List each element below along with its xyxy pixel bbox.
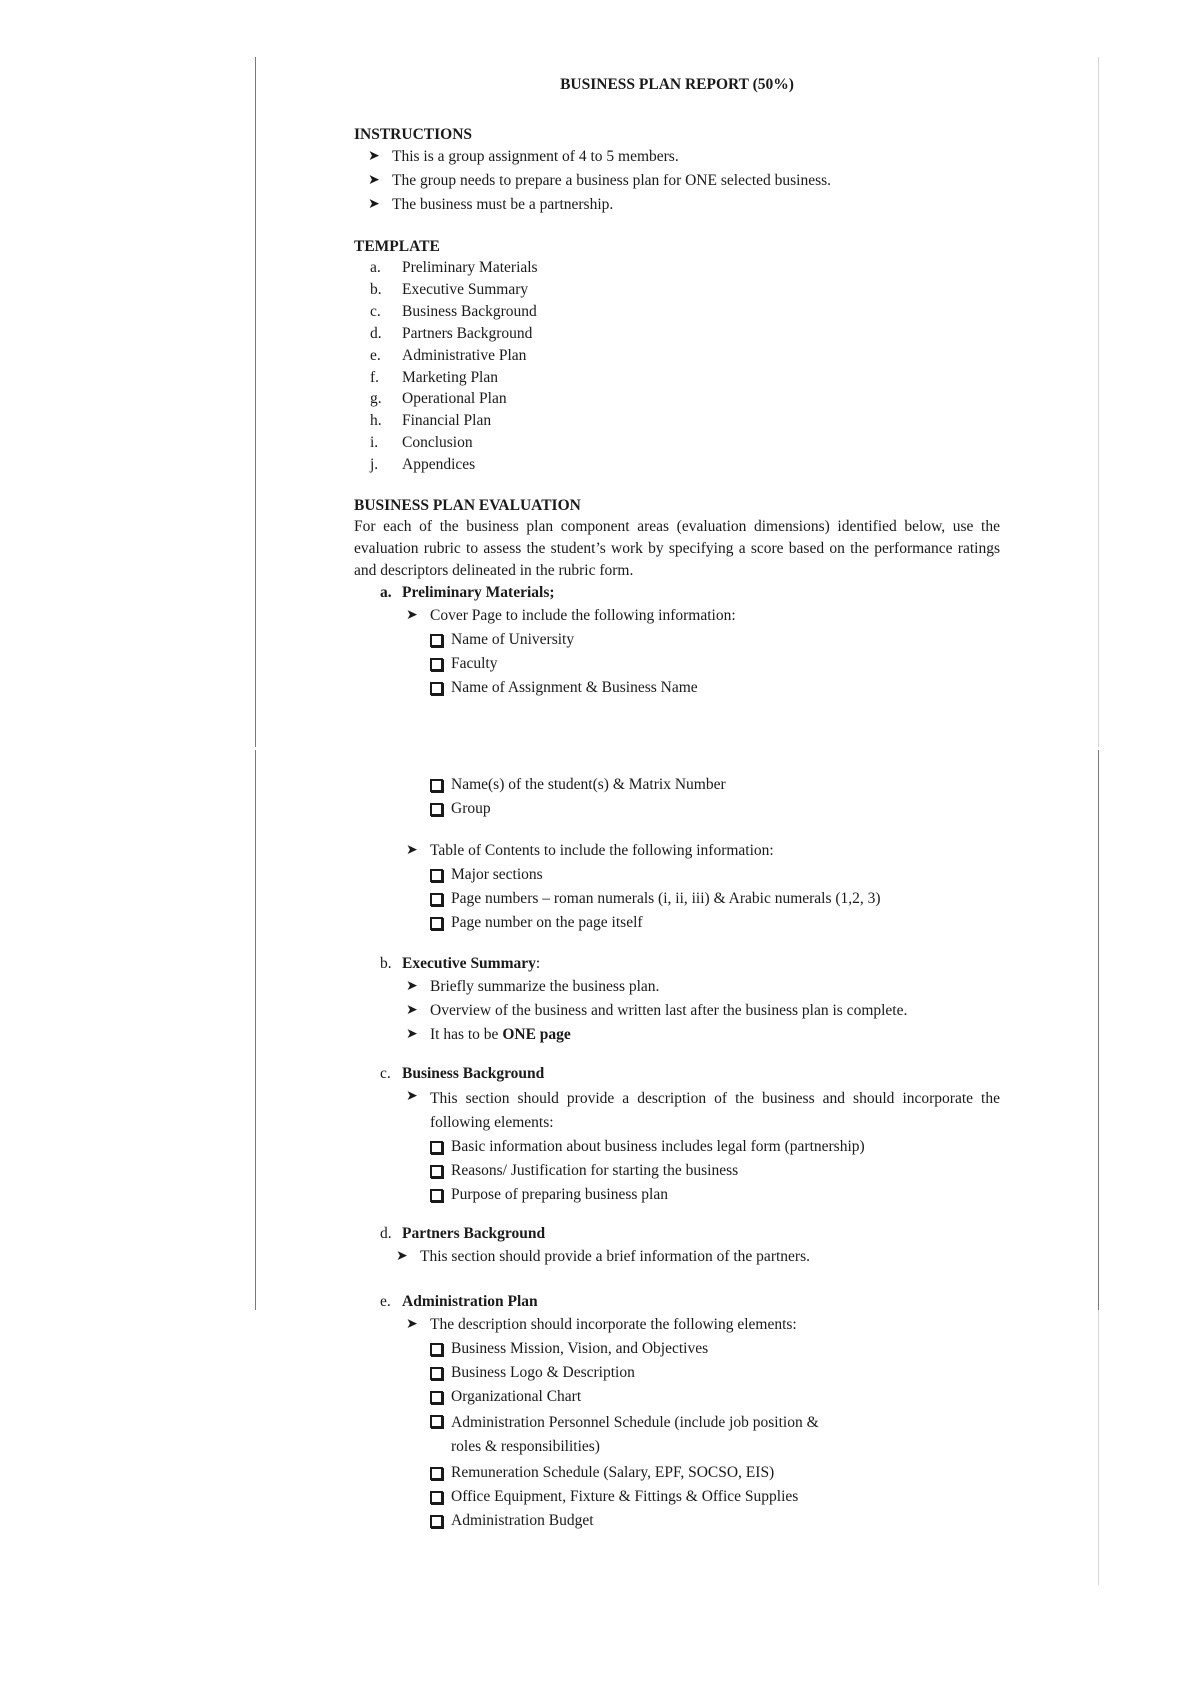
section-a-cover-list [354,604,1000,628]
arrow-bullet-icon: ➤ [368,149,380,164]
section-d-heading: d. Partners Background [380,1225,546,1242]
section-b-heading: b. Executive Summary: [380,955,541,972]
checkbox-bullet-icon [430,1343,443,1356]
checkbox-bullet-icon [430,803,443,816]
section-c-items-list [354,1135,1000,1207]
list-item: d. Partners Background [370,324,533,342]
section-d-list [354,1245,1000,1269]
section-e-heading: e. Administration Plan [380,1293,538,1310]
checkbox-bullet-icon [430,1367,443,1380]
list-item: Organizational Chart [354,1385,1000,1409]
list-item: Administration Budget [354,1509,1000,1533]
document-title: BUSINESS PLAN REPORT (50%) [560,76,794,93]
arrow-bullet-icon: ➤ [368,173,380,188]
list-item: Business Mission, Vision, and Objectives [354,1337,1000,1361]
arrow-bullet-icon: ➤ [406,608,418,624]
list-item: i. Conclusion [370,434,473,452]
checkbox-bullet-icon [430,1515,443,1528]
page-right-border-bottom [1098,750,1099,1310]
list-item: Purpose of preparing business plan [354,1183,1000,1207]
list-item: Page numbers – roman numerals (i, ii, iii) & Arabic numerals (1,2, 3) [354,887,1000,911]
list-item: Remuneration Schedule (Salary, EPF, SOCSO, EIS) [354,1461,1000,1485]
list-item: ➤ This is a group assignment of 4 to 5 members. [354,145,1000,169]
list-item: Office Equipment, Fixture & Fittings & Office Supplies [354,1485,1000,1509]
arrow-bullet-icon: ➤ [396,1249,408,1264]
page-left-border-top [255,57,256,747]
checkbox-bullet-icon [430,658,443,671]
list-item: Group [354,797,1000,821]
evaluation-heading: BUSINESS PLAN EVALUATION [354,497,581,515]
list-item: ➤ The business must be a partnership. [354,193,1000,217]
list-item: ➤ This section should provide a description of the business and should incorporate the following elements: [354,1085,1000,1135]
checkbox-bullet-icon [430,634,443,647]
list-item: ➤ Table of Contents to include the following information: [354,839,1000,863]
list-item: Business Logo & Description [354,1361,1000,1385]
list-item: ➤ The group needs to prepare a business plan for ONE selected business. [354,169,1000,193]
checkbox-bullet-icon [430,1141,443,1154]
list-item: ➤ The description should incorporate the following elements: [354,1313,1000,1337]
instructions-list [354,145,1000,217]
list-item: ➤ This section should provide a brief information of the partners. [354,1245,1000,1269]
checkbox-bullet-icon [430,682,443,695]
checkbox-bullet-icon [430,1467,443,1480]
checkbox-bullet-icon [430,1415,443,1428]
checkbox-bullet-icon [430,893,443,906]
document-page-2 [354,773,1000,1533]
page-right-border-lower [1098,1310,1099,1585]
arrow-bullet-icon: ➤ [368,197,380,212]
list-item: ➤ Briefly summarize the business plan. [354,975,1000,999]
page-right-border-top [1098,57,1099,747]
list-item: Administration Personnel Schedule (include job position & roles & responsibilities) [354,1409,1000,1461]
list-item: b. Executive Summary [370,280,529,298]
arrow-bullet-icon: ➤ [406,843,418,858]
list-item: c. Business Background [370,302,537,320]
checkbox-bullet-icon [430,1189,443,1202]
list-item: h. Financial Plan [370,412,492,430]
checkbox-bullet-icon [430,779,443,792]
list-item: a. Preliminary Materials [370,259,538,276]
list-item: Faculty [354,652,1000,676]
list-item: ➤ It has to be ONE page [354,1023,1000,1047]
instructions-heading: INSTRUCTIONS [354,126,473,143]
section-a-toc-list [354,839,1000,863]
arrow-bullet-icon: ➤ [406,1089,418,1104]
arrow-bullet-icon: ➤ [406,1003,418,1018]
section-e-list [354,1313,1000,1337]
toc-items-list [354,863,1000,935]
list-item: Name of Assignment & Business Name [354,676,1000,700]
document-page-1 [354,74,1000,700]
list-item: Major sections [354,863,1000,887]
list-item: Basic information about business includes legal form (partnership) [354,1135,1000,1159]
page-left-border-bottom [255,750,256,1310]
template-list [354,257,1000,476]
cover-items-list-continued [354,773,1000,821]
arrow-bullet-icon: ➤ [406,979,418,994]
section-c-heading: c. Business Background [380,1065,545,1082]
arrow-bullet-icon: ➤ [406,1027,418,1042]
list-item: e. Administrative Plan [370,346,527,364]
list-item: ➤ Overview of the business and written last after the business plan is complete. [354,999,1000,1023]
section-c-list [354,1085,1000,1135]
checkbox-bullet-icon [430,1491,443,1504]
arrow-bullet-icon: ➤ [406,1317,418,1332]
list-item: Page number on the page itself [354,911,1000,935]
list-item: j. Appendices [370,456,476,474]
list-item: f. Marketing Plan [370,368,498,386]
checkbox-bullet-icon [430,1165,443,1178]
list-item: Name of University [354,628,1000,652]
section-b-list [354,975,1000,1047]
section-a-heading: a. Preliminary Materials; [380,584,555,602]
list-item: Reasons/ Justification for starting the business [354,1159,1000,1183]
list-item: ➤ Cover Page to include the following information: [354,604,1000,628]
list-item: Name(s) of the student(s) & Matrix Number [354,773,1000,797]
checkbox-bullet-icon [430,917,443,930]
list-item: g. Operational Plan [370,390,507,408]
template-heading: TEMPLATE [354,238,440,255]
checkbox-bullet-icon [430,1391,443,1404]
checkbox-bullet-icon [430,869,443,882]
evaluation-paragraph: For each of the business plan component areas (evaluation dimensions) identified below, use the evaluation rubric to assess the student’s work by specifying a score based on the performance ratings and descriptors delineated in the rubric form. [354,518,1000,580]
cover-items-list [354,628,1000,700]
section-e-items-list [354,1337,1000,1533]
